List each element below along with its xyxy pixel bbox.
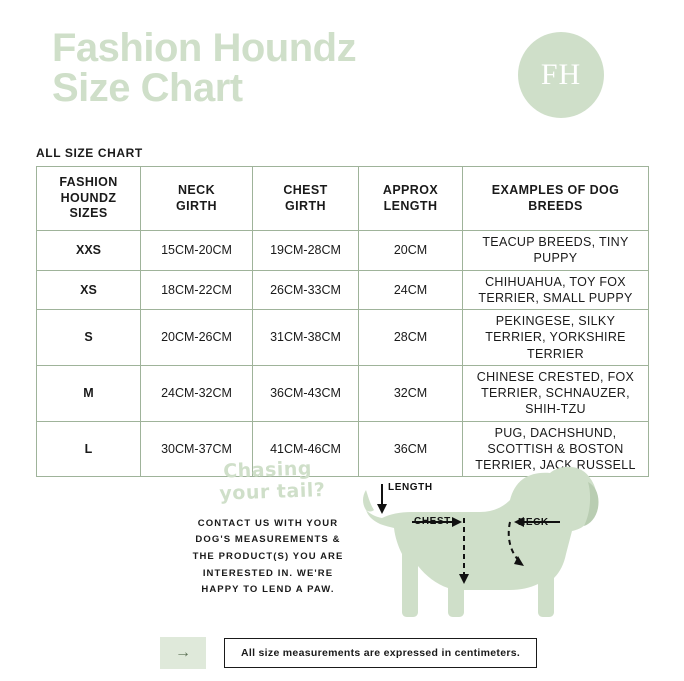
table-row: [37, 270, 649, 310]
cell-length: 20CM: [359, 231, 463, 271]
table-header-neck: NECK GIRTH: [141, 167, 253, 231]
cell-chest: 19CM-28CM: [253, 231, 359, 271]
cell-breeds: TEACUP BREEDS, TINY PUPPY: [463, 231, 649, 271]
table-row: [37, 310, 649, 366]
diagram-label-chest: CHEST: [414, 516, 451, 527]
cell-size: S: [37, 310, 141, 366]
brand-logo-text: FH: [540, 58, 582, 91]
cell-neck: 15CM-20CM: [141, 231, 253, 271]
contact-heading: [177, 457, 358, 507]
cell-size: XS: [37, 270, 141, 310]
table-header-breeds: EXAMPLES OF DOG BREEDS: [463, 167, 649, 231]
footnote-text: All size measurements are expressed in centimeters.: [224, 638, 537, 668]
table-header-row: [37, 167, 649, 231]
page-title-line2: Size Chart: [52, 66, 243, 110]
cell-neck: 24CM-32CM: [141, 365, 253, 421]
table-header-chest: CHEST GIRTH: [253, 167, 359, 231]
cell-chest: 36CM-43CM: [253, 365, 359, 421]
diagram-label-neck: NECK: [518, 517, 549, 528]
cell-neck: 18CM-22CM: [141, 270, 253, 310]
contact-block: [178, 457, 358, 599]
cell-neck: 20CM-26CM: [141, 310, 253, 366]
cell-chest: 41CM-46CM: [253, 421, 359, 477]
cell-size: XXS: [37, 231, 141, 271]
size-table-wrap: [36, 166, 648, 477]
footnote: [160, 637, 537, 669]
cell-chest: 31CM-38CM: [253, 310, 359, 366]
cell-breeds: CHINESE CRESTED, FOX TERRIER, SCHNAUZER, SHIH-TZU: [463, 365, 649, 421]
arrow-right-icon: →: [160, 637, 206, 669]
measurement-diagram: [360, 462, 660, 627]
contact-heading-line1: Chasing: [222, 457, 313, 483]
cell-breeds: PUG, DACHSHUND, SCOTTISH & BOSTON TERRIER, JACK RUSSELL: [463, 421, 649, 477]
cell-length: 24CM: [359, 270, 463, 310]
bottom-section: [0, 452, 684, 681]
diagram-label-length: LENGTH: [388, 482, 433, 493]
table-row: [37, 231, 649, 271]
cell-breeds: PEKINGESE, SILKY TERRIER, YORKSHIRE TERRIER: [463, 310, 649, 366]
table-row: [37, 365, 649, 421]
brand-logo: [518, 32, 604, 118]
page-title-line1: Fashion Houndz: [52, 26, 357, 70]
contact-body: CONTACT US WITH YOUR DOG'S MEASUREMENTS & THE PRODUCT(S) YOU ARE INTERESTED IN. WE'RE HAPPY TO LEND A PAW.: [192, 517, 344, 596]
cell-chest: 26CM-33CM: [253, 270, 359, 310]
table-header-length: APPROX LENGTH: [359, 167, 463, 231]
cell-length: 36CM: [359, 421, 463, 477]
size-table: [36, 166, 649, 477]
section-subhead: ALL SIZE CHART: [36, 146, 143, 160]
contact-heading-line2: your tail?: [219, 478, 326, 505]
page-title: [52, 28, 472, 108]
cell-size: M: [37, 365, 141, 421]
cell-size: L: [37, 421, 141, 477]
cell-breeds: CHIHUAHUA, TOY FOX TERRIER, SMALL PUPPY: [463, 270, 649, 310]
page-header: [52, 28, 642, 128]
table-header-sizes: FASHION HOUNDZ SIZES: [37, 167, 141, 231]
cell-length: 32CM: [359, 365, 463, 421]
cell-length: 28CM: [359, 310, 463, 366]
cell-neck: 30CM-37CM: [141, 421, 253, 477]
